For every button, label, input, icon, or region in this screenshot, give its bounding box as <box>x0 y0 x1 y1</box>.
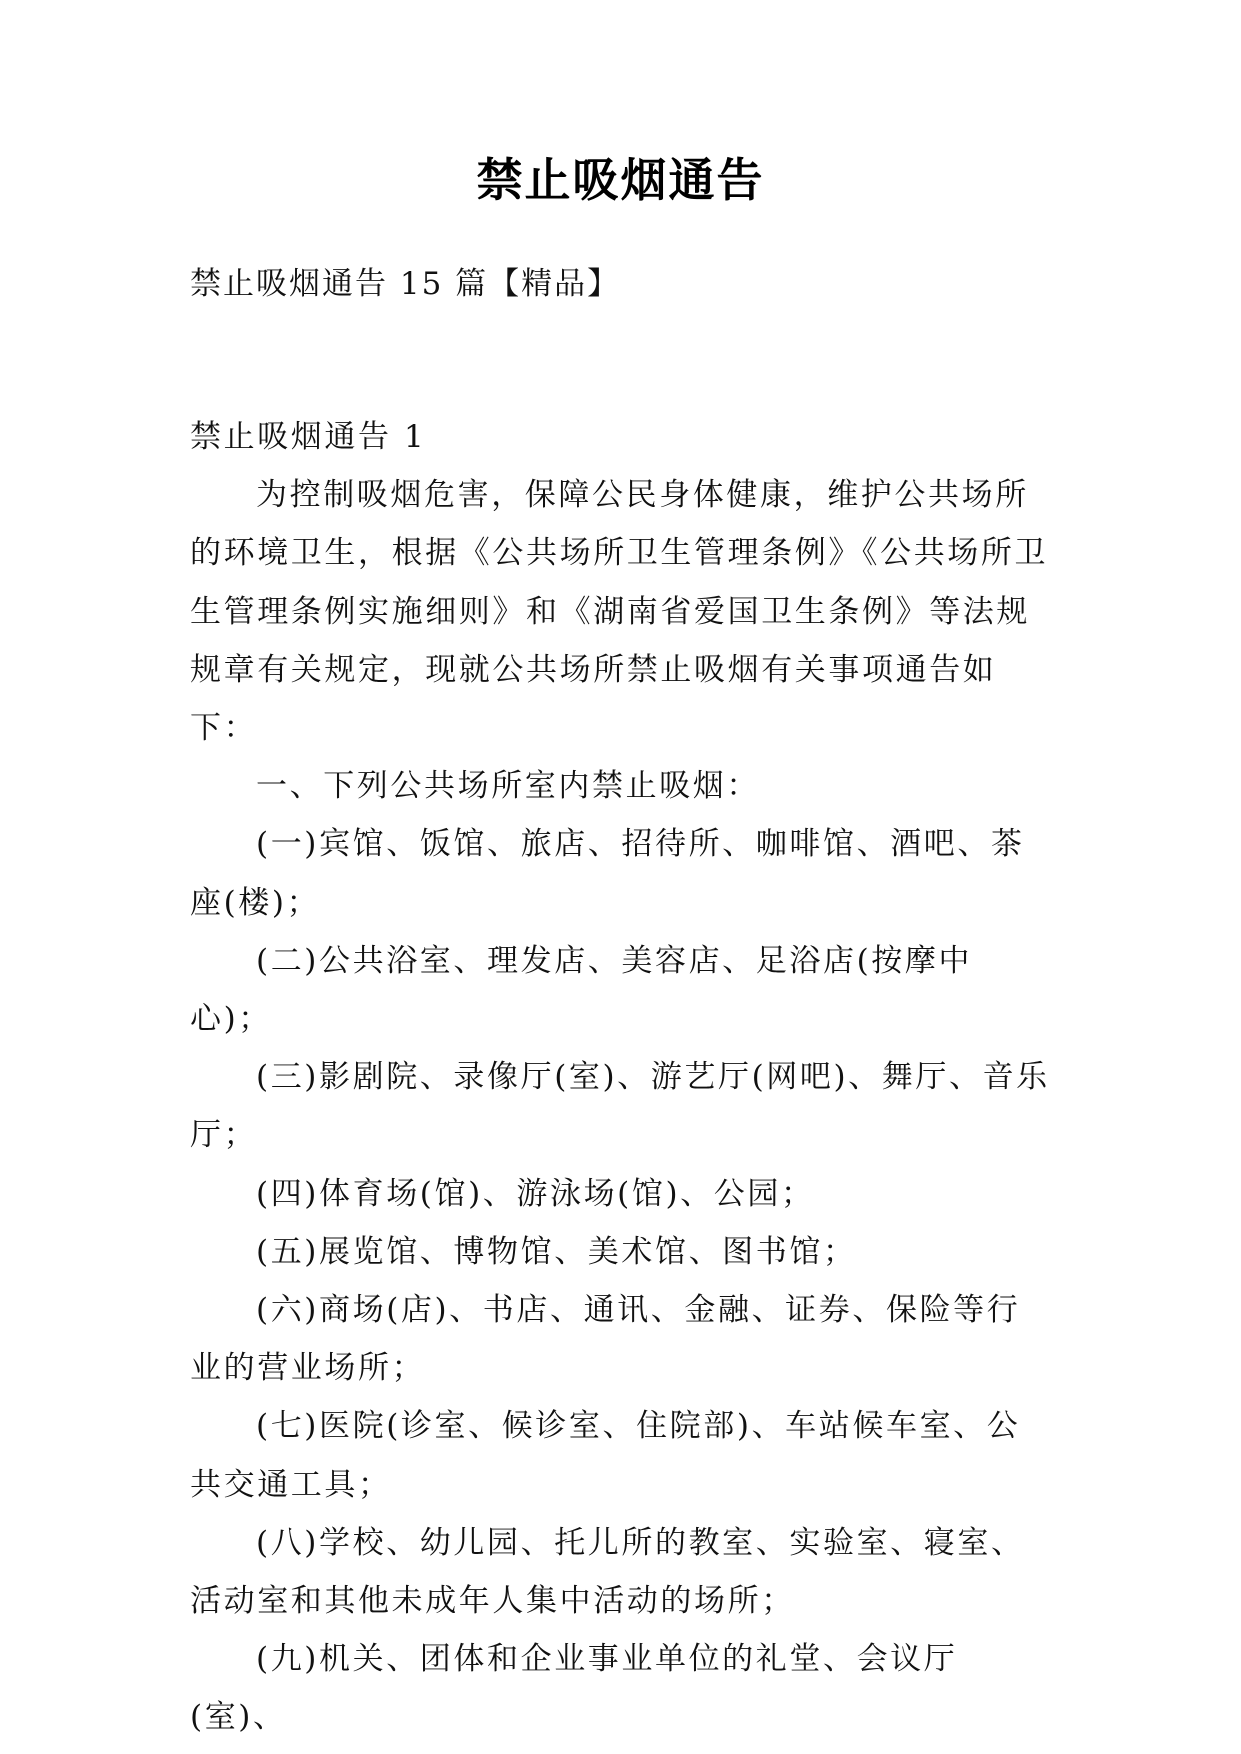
list-item-4: (四)体育场(馆)、游泳场(馆)、公园； <box>256 1175 815 1212</box>
document-title: 禁止吸烟通告 <box>476 153 765 207</box>
list-item-3: (三)影剧院、录像厅(室)、游艺厅(网吧)、舞厅、音乐厅； <box>190 1059 1050 1154</box>
list-item-8: (八)学校、幼儿园、托儿所的教室、实验室、寝室、活动室和其他未成年人集中活动的场所； <box>190 1524 1025 1620</box>
list-item-6: (六)商场(店)、书店、通讯、金融、证券、保险等行业的营业场所； <box>190 1292 1021 1387</box>
document-body <box>190 408 1052 1747</box>
list-item-5: (五)展览馆、博物馆、美术馆、图书馆； <box>256 1233 857 1270</box>
list-item-2: (二)公共浴室、理发店、美容店、足浴店(按摩中心)； <box>190 942 973 1038</box>
section-heading: 禁止吸烟通告 1 <box>190 419 427 455</box>
paragraph-clause-1: 一、下列公共场所室内禁止吸烟： <box>256 768 760 805</box>
list-item-1: (一)宾馆、饭馆、旅店、招待所、咖啡馆、酒吧、茶座(楼)； <box>190 826 1025 921</box>
list-item-9: (九)机关、团体和企业事业单位的礼堂、会议厅(室)、 <box>190 1641 958 1736</box>
paragraph-intro: 为控制吸烟危害，保障公民身体健康，维护公共场所的环境卫生，根据《公共场所卫生管理条例》《公共场所卫生管理条例实施细则》和《湖南省爱国卫生条例》等法规规章有关规定，现就公共场所禁止吸烟有关事项通告如下： <box>190 477 1049 747</box>
document-subtitle: 禁止吸烟通告 15 篇【精品】 <box>190 266 621 302</box>
list-item-7: (七)医院(诊室、候诊室、住院部)、车站候车室、公共交通工具； <box>190 1408 1021 1503</box>
